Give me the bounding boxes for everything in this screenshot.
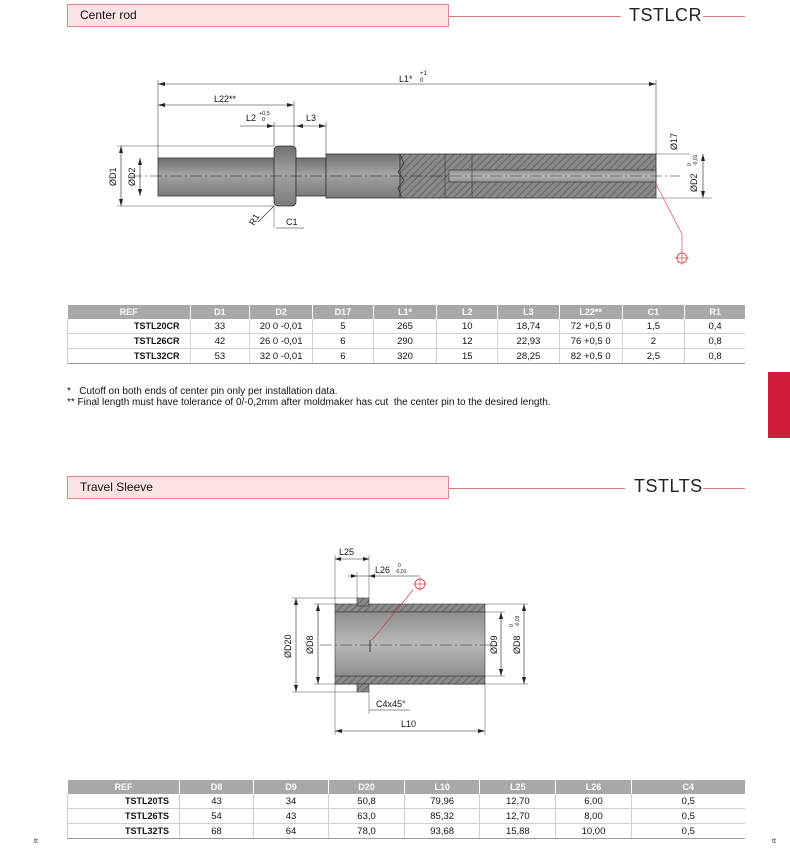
dim-C1: C1 [286, 217, 298, 227]
center-rod-table [67, 305, 745, 364]
dim-D8-right: ØD8 [512, 635, 522, 654]
svg-text:-0,01: -0,01 [693, 154, 699, 166]
table-row: TSTL20CR 33 20 0 -0,01 5 265 10 18,74 72 +0,5 0 1,5 0,4 [68, 319, 746, 334]
center-rod-code: TSTLCR [629, 5, 703, 25]
dim-C4: C4x45° [376, 699, 406, 709]
page-mark-right: tt [772, 838, 776, 845]
svg-text:0: 0 [262, 117, 266, 123]
table-header-row: REF D8 D9 D20 L10 L25 L26 C4 [68, 780, 746, 794]
center-rod-title: Center rod [67, 4, 449, 27]
dim-L10: L10 [401, 719, 417, 729]
sleeve-bore [335, 612, 485, 676]
footnotes [67, 386, 551, 408]
title-rule [703, 488, 745, 489]
footnote: ** Final length must have tolerance of 0/-0,2mm after moldmaker has cut the center pin to the desired length. [67, 397, 551, 408]
dim-D20: ØD20 [283, 634, 293, 658]
svg-text:0: 0 [420, 78, 424, 84]
rod-neck [296, 158, 326, 196]
travel-sleeve-table [67, 780, 745, 839]
svg-text:+1: +1 [420, 71, 427, 77]
dim-D1: ØD1 [108, 167, 118, 186]
dim-L2: L2 [246, 113, 257, 123]
dim-L3: L3 [306, 113, 317, 123]
travel-sleeve-code: TSTLTS [634, 476, 703, 496]
dim-R1: R1 [247, 212, 262, 227]
table-row: TSTL32TS 68 64 78,0 93,68 15,88 10,00 0,5 [68, 824, 746, 839]
table-row: TSTL32CR 53 32 0 -0,01 6 320 15 28,25 82 +0,5 0 2,5 0,8 [68, 349, 746, 364]
table-row: TSTL26TS 54 43 63,0 85,32 12,70 8,00 0,5 [68, 809, 746, 824]
dim-D8: ØD8 [305, 635, 315, 654]
rod-shank [158, 158, 274, 196]
svg-text:-0,03: -0,03 [515, 615, 521, 627]
svg-text:0: 0 [398, 563, 401, 569]
dim-L25: L25 [339, 547, 355, 557]
svg-text:0: 0 [509, 624, 515, 627]
page-mark-left: tt [34, 838, 38, 845]
dim-D2-right: ØD2 [689, 173, 699, 192]
dim-L26: L26 [375, 565, 391, 575]
table-row: TSTL20TS 43 34 50,8 79,96 12,70 6,00 0,5 [68, 794, 746, 809]
title-rule [449, 488, 625, 489]
dim-D9: ØD9 [489, 635, 499, 654]
dim-L22: L22** [214, 94, 237, 104]
dim-L1: L1* [399, 74, 413, 84]
table-header-row: REF D1 D2 D17 L1* L2 L3 L22** C1 R1 [68, 305, 746, 319]
svg-text:0: 0 [687, 163, 693, 166]
dim-D2: ØD2 [127, 167, 137, 186]
travel-sleeve-title: Travel Sleeve [67, 476, 449, 499]
footnote: * Cutoff on both ends of center pin only per installation data. [67, 386, 338, 397]
table-row: TSTL26CR 42 26 0 -0,01 6 290 12 22,93 76 +0,5 0 2 0,8 [68, 334, 746, 349]
svg-text:+0,5: +0,5 [259, 111, 270, 117]
dim-D17: Ø17 [669, 132, 679, 150]
svg-text:-0,01: -0,01 [395, 569, 407, 575]
